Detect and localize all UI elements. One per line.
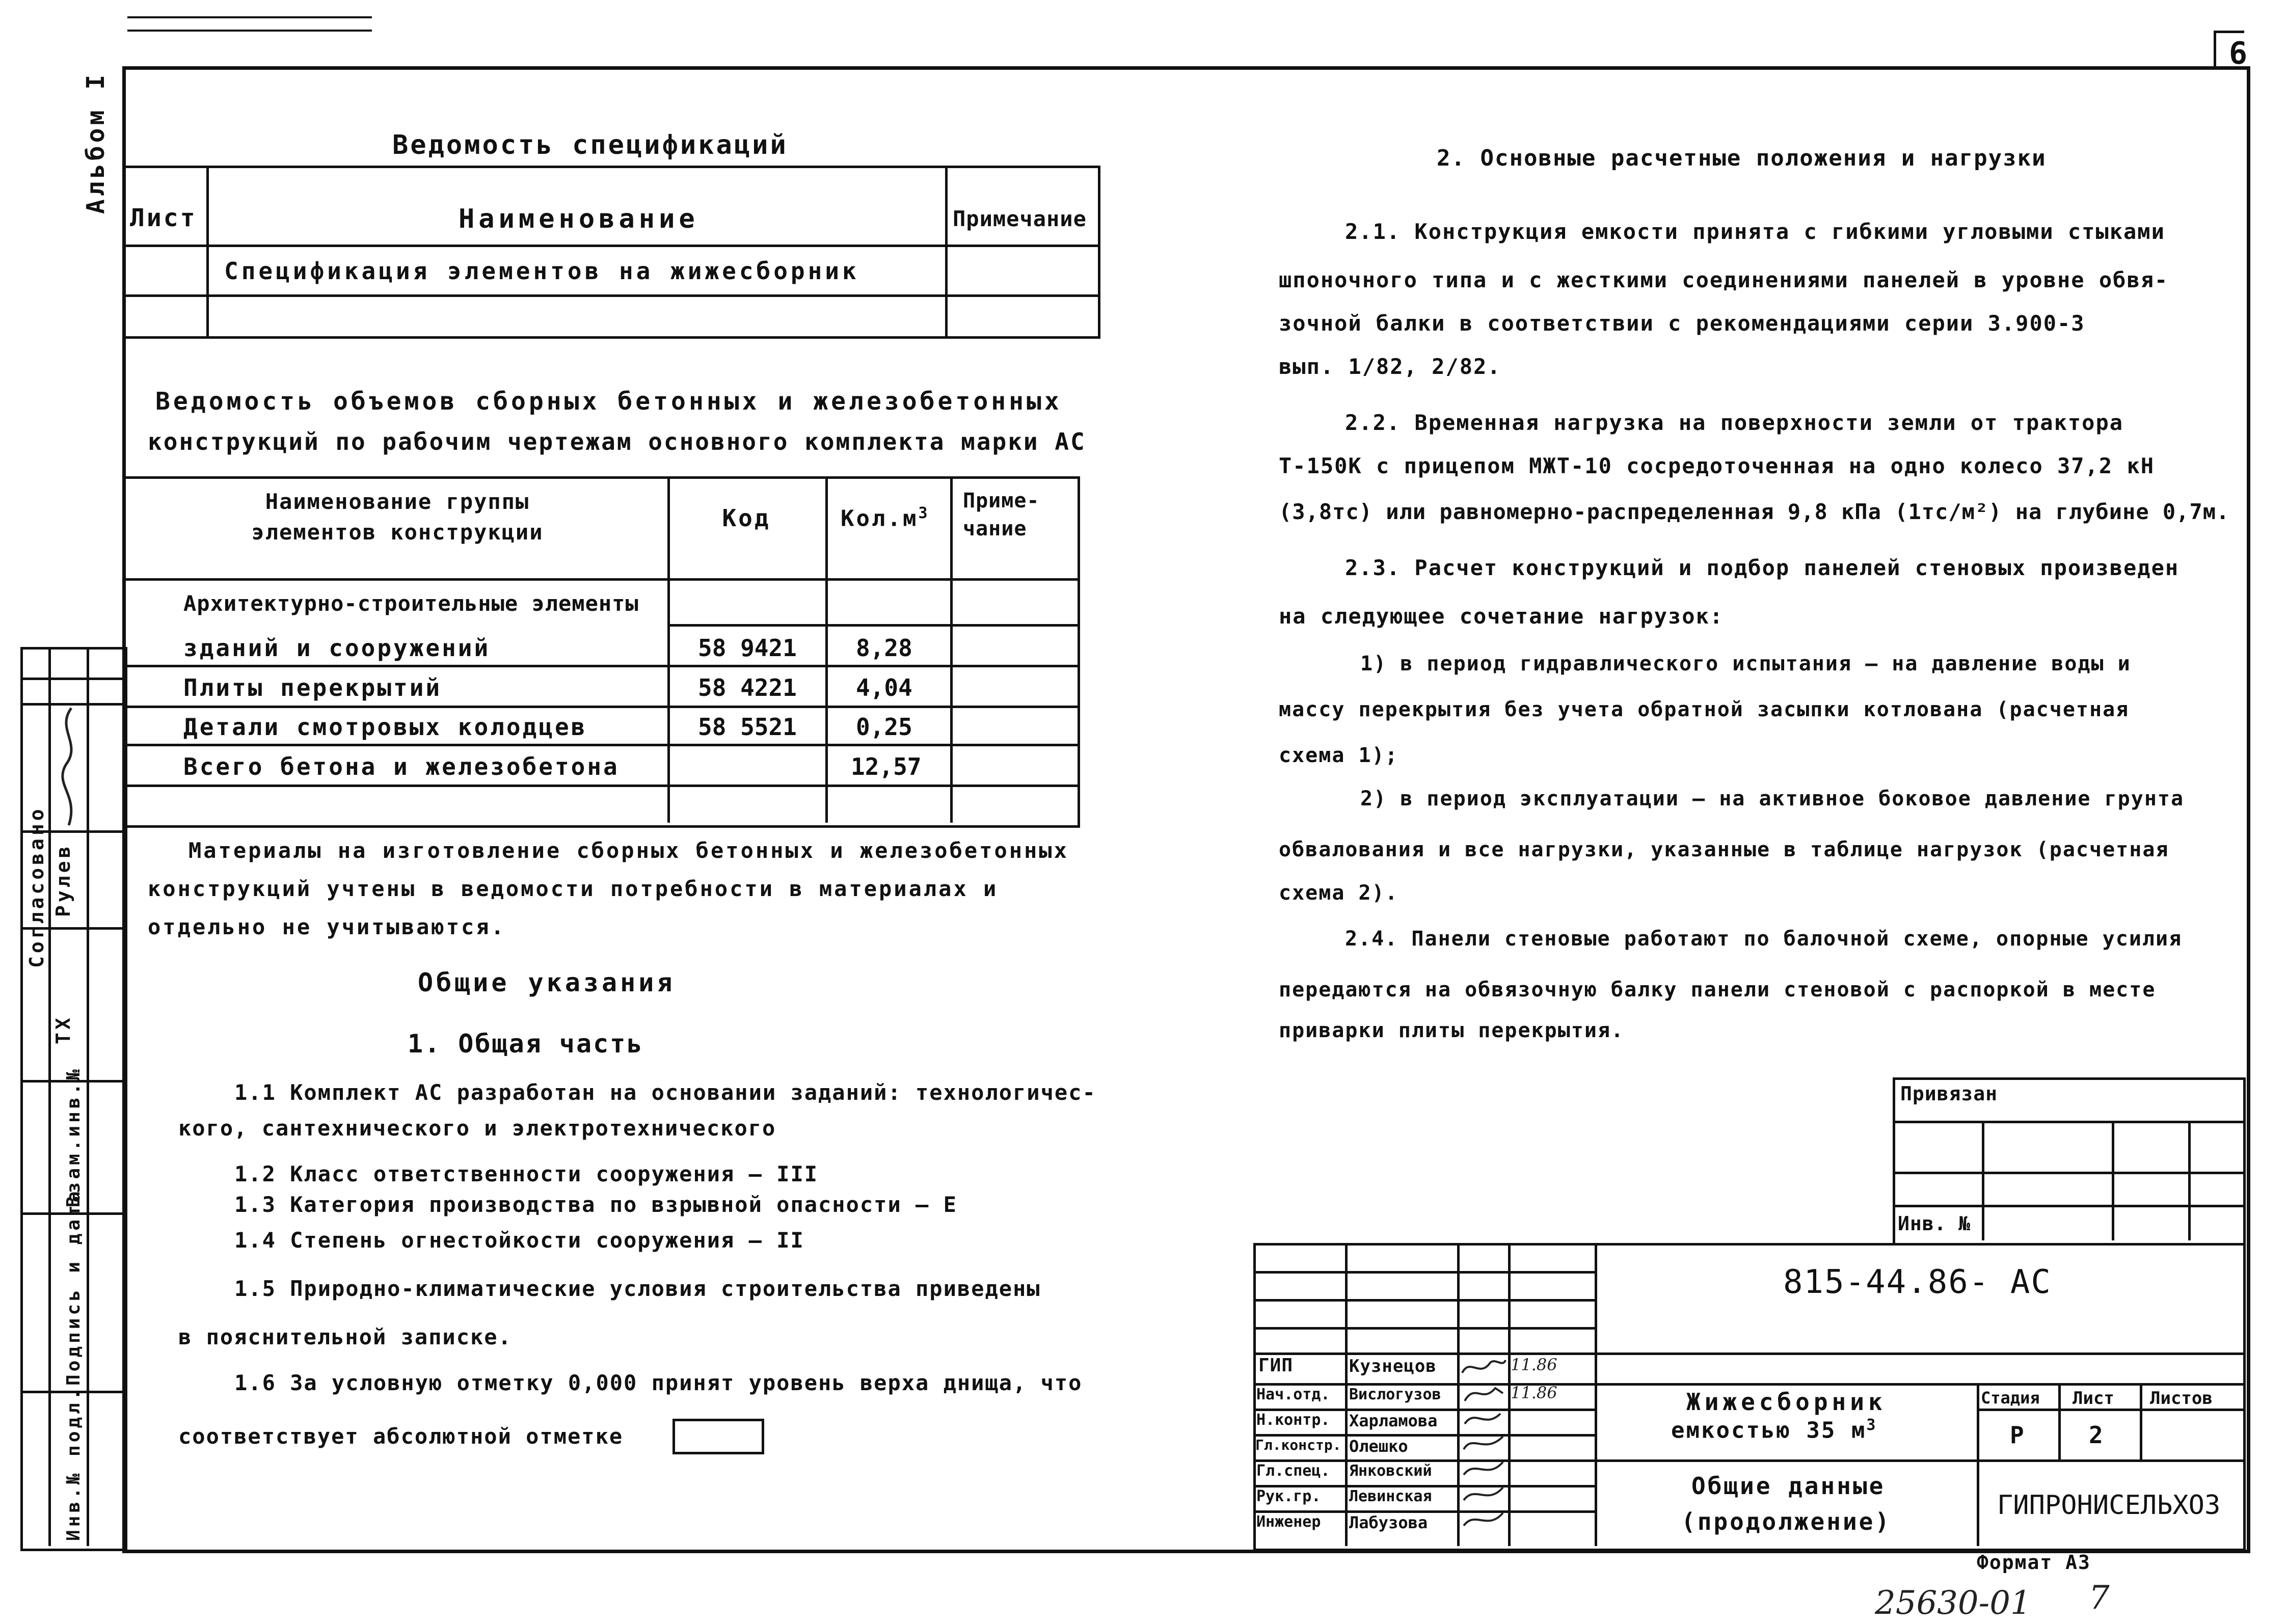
tb-col [2058,1383,2061,1459]
approval-signature [51,703,87,830]
tb-col [2140,1383,2142,1459]
vol-row-code: 58 5521 [698,713,797,741]
general-item: 1.1 Комплект АС разработан на основании заданий: технологичес- [234,1080,1096,1105]
field-inv-orig: Инв.№ подл. [63,1386,84,1541]
section2-line: массу перекрытия без учета обратной засыпки котлована (расчетная [1279,698,2130,721]
tb-col [1595,1243,1597,1546]
vol-col-line [950,476,953,823]
general-item: кого, сантехнического и электротехнического [178,1116,776,1141]
vol-col-line [825,476,828,823]
tb-col [1977,1383,1979,1546]
sheet-title-line2: (продолжение) [1681,1508,1892,1535]
document-code: 815-44.86- АС [1783,1263,2052,1301]
spec-header-note: Примечание [953,206,1087,231]
attach-col [1982,1121,1984,1240]
vol-header-name-2: элементов конструкции [251,520,544,545]
spec-row-line [122,294,1098,297]
general-item: 1.5 Природно-климатические условия строительства приведены [234,1276,1041,1301]
role-label: ТХ [52,1015,74,1044]
vol-row-code: 58 4221 [698,674,797,701]
name-chief-specialist: Янковский [1349,1462,1432,1480]
sheet-value: 2 [2089,1421,2105,1449]
general-item: 1.6 За условную отметку 0,000 принят уровень верха днища, что [234,1370,1083,1395]
role-group-lead: Рук.гр. [1256,1487,1321,1505]
section2-line: схема 1); [1279,744,1398,767]
vol-header-qty: $Кол.м^3$ [841,504,930,532]
volumes-title-line1: Ведомость объемов сборных бетонных и железобетонных [155,387,1062,416]
sheet-title-line1: Общие данные [1691,1472,1886,1500]
role-norm-control: Н.контр. [1256,1411,1330,1429]
general-item: 1.2 Класс ответственности сооружения – III [234,1161,819,1186]
vol-header-note-2: чание [963,517,1027,540]
vol-row-qty: 12,57 [851,753,922,780]
vol-row-line [122,706,1078,708]
spec-register-title: Ведомость спецификаций [392,130,788,160]
sheet-number: 6 [2229,36,2250,71]
vol-row-line [667,624,1078,627]
general-item: соответствует абсолютной отметке [178,1424,624,1449]
section2-line: передаются на обвязочную балку панели стеновой с распоркой в месте [1279,978,2156,1002]
attach-col [2188,1121,2191,1240]
section2-line: зочной балки в соответствии с рекомендациями серии 3.900-3 [1279,311,2085,336]
spec-row-name: Спецификация элементов на жижесборник [224,257,859,285]
name-engineer: Лабузова [1349,1513,1428,1532]
archive-number: 25630-01 [1875,1584,2031,1622]
frame-tick [2214,31,2216,69]
section2-line: приварки плиты перекрытия. [1279,1019,1625,1042]
materials-note-line: конструкций учтены в ведомости потребности в материалах и [148,876,999,901]
tb-col [1345,1243,1348,1546]
spec-register-table [122,166,1100,339]
name-dept-head: Вислогузов [1349,1386,1441,1403]
vol-row-qty: 8,28 [856,634,912,662]
section2-line: 2.2. Временная нагрузка на поверхности земли от трактора [1345,410,2124,435]
spec-header-name: Наименование [459,204,699,234]
materials-note-line: Материалы на изготовление сборных бетонных и железобетонных [189,838,1069,863]
stage-label: Стадия [1981,1388,2040,1408]
vol-row-line [122,744,1078,746]
vol-row-name: Детали смотровых колодцев [183,713,587,741]
vol-row-line [122,665,1078,667]
tb-row [1977,1409,2243,1411]
role-chief-specialist: Гл.спец. [1256,1462,1330,1480]
spec-col-line [945,166,948,336]
section2-line: шпоночного типа и с жесткими соединениями панелей в уровне обвя- [1279,267,2169,292]
archive-page: 7 [2089,1579,2110,1617]
materials-note-line: отдельно не учитываются. [148,914,506,939]
section2-line: 2) в период эксплуатации – на активное боковое давление грунта [1360,787,2185,810]
vol-header-code: Код [722,504,771,532]
attached-label: Привязан [1900,1082,1998,1105]
vol-row-name: Плиты перекрытий [183,674,442,701]
section2-line: 2.1. Конструкция емкости принята с гибкими угловыми стыками [1345,219,2165,244]
general-heading: Общие указания [418,968,676,997]
sheet-label: Лист [2073,1388,2114,1409]
strip-line [20,678,122,680]
name-gip: Кузнецов [1349,1356,1437,1376]
section2-line: 2.3. Расчет конструкций и подбор панелей стеновых произведен [1345,555,2180,580]
name-chief-designer: Олешко [1349,1437,1408,1456]
sheets-label: Листов [2150,1388,2213,1409]
surname-label: Рулев [52,843,74,917]
vol-header-name-1: Наименование группы [265,489,530,514]
role-dept-head: Нач.отд. [1256,1386,1330,1403]
field-replace-inv: Взам.инв.№ [63,1066,84,1207]
strip-divider [87,647,89,1546]
section2-line: 2.4. Панели стеновые работают по балочной схеме, опорные усилия [1345,927,2183,951]
section2-line: (3,8тс) или равномерно-распределенная 9,8 кПа (1тс/м²) на глубине 0,7м. [1279,499,2230,524]
vol-row-name: зданий и сооружений [183,634,491,662]
spec-row-line [122,245,1098,247]
agreed-label: Согласовано [25,806,48,968]
vol-row-name: Всего бетона и железобетона [183,753,620,780]
section2-line: 1) в период гидравлического испытания – на давление воды и [1360,652,2131,675]
general-item: 1.3 Категория производства по взрывной опасности – Е [234,1192,957,1217]
volumes-title-line2: конструкций по рабочим чертежам основного комплекта марки АС [148,428,1086,455]
attach-col [2112,1121,2114,1240]
name-norm-control: Харламова [1349,1411,1438,1430]
organization: ГИПРОНИСЕЛЬХОЗ [1997,1490,2221,1521]
section2-line: на следующее сочетание нагрузок: [1279,604,1724,629]
vol-row-qty: 4,04 [856,674,912,701]
date-dept-head: 11.86 [1511,1383,1557,1402]
general-item: 1.4 Степень огнестойкости сооружения – II [234,1228,804,1253]
album-label: Альбом I [82,71,110,214]
signatures [1460,1352,1508,1546]
object-name-line2: емкостью 35 $м^3$ [1671,1416,1877,1444]
spec-col-line [206,166,209,336]
object-name-line1: Жижесборник [1686,1388,1887,1416]
vol-row-code: 58 9421 [698,634,797,662]
header-line [127,30,372,32]
role-engineer: Инженер [1256,1513,1321,1531]
tb-row [1253,1327,1595,1330]
stage-value: Р [2010,1421,2026,1449]
vol-row-qty: 0,25 [856,713,912,741]
vol-row-line [122,578,1078,581]
inv-label: Инв. № [1898,1212,1971,1235]
sheet-format: Формат А3 [1977,1551,2091,1574]
general-item: в пояснительной записке. [178,1324,512,1349]
name-group-lead: Левинская [1349,1487,1432,1505]
field-sign-date: Подпись и дата [63,1188,84,1386]
section2-line: Т-150К с прицепом МЖТ-10 сосредоточенная на одно колесо 37,2 кН [1279,453,2155,478]
section2-heading: 2. Основные расчетные положения и нагрузки [1437,145,2047,171]
tb-row [1253,1299,1595,1302]
vol-header-note-1: Приме- [963,489,1040,512]
date-gip: 11.86 [1511,1355,1557,1374]
tb-row [1253,1352,2243,1355]
section2-line: вып. 1/82, 2/82. [1279,354,1501,379]
section2-line: схема 2). [1279,881,1398,905]
general-section1: 1. Общая часть [408,1029,644,1059]
vol-row-name: Архитектурно-строительные элементы [183,591,639,616]
role-chief-designer: Гл.констр. [1255,1437,1341,1453]
frame-tick-top [2214,31,2244,33]
section2-line: обвалования и все нагрузки, указанные в таблице нагрузок (расчетная [1279,838,2169,861]
vol-row-line [122,784,1078,787]
header-line [127,16,372,18]
tb-row [1253,1271,1595,1274]
role-gip: ГИП [1258,1355,1294,1376]
spec-header-sheet: Лист [130,204,197,232]
absolute-mark-box [672,1419,764,1454]
